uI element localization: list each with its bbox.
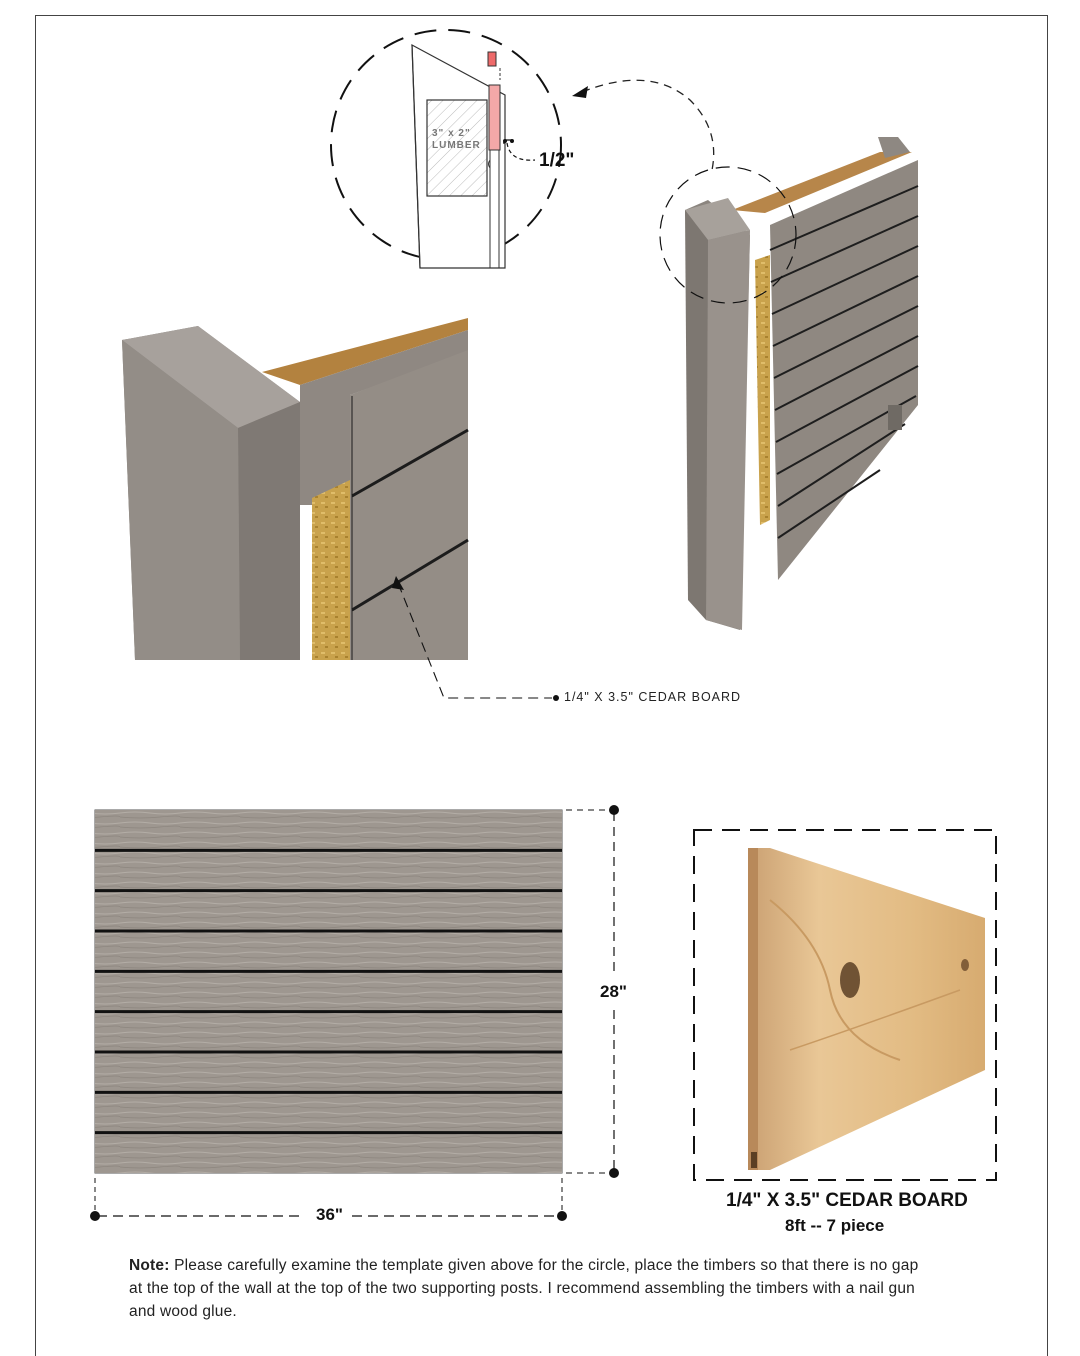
flat-panel [95, 810, 562, 1173]
board-title: 1/4" X 3.5" CEDAR BOARD [726, 1190, 968, 1211]
note-body: Please carefully examine the template given above for the circle, place the timbers so that there is no gap at the top of the wall at the top of the two supporting posts. I recommend assembling the timbers with a nail gun and wood glue. [129, 1257, 919, 1320]
panel-board [95, 850, 562, 890]
assembly-perspective [660, 137, 918, 630]
panel-board [95, 1133, 562, 1173]
note-text [129, 1254, 929, 1323]
panel-board [95, 931, 562, 971]
panel-board [95, 891, 562, 931]
panel-board [95, 1012, 562, 1052]
note-prefix: Note: [129, 1257, 170, 1274]
closeup-view [122, 318, 468, 660]
board-quantity: 8ft -- 7 piece [785, 1216, 885, 1235]
width-label: 36" [316, 1205, 343, 1224]
panel-board [95, 810, 562, 850]
panel-board [95, 971, 562, 1011]
callout-label: 1/4" X 3.5" CEDAR BOARD [564, 690, 742, 704]
gap-highlight [489, 85, 500, 150]
detail-connector [582, 80, 714, 170]
arrow-head-icon [572, 86, 588, 98]
lumber-label: 3" x 2" LUMBER [432, 128, 481, 151]
height-label: 28" [600, 982, 627, 1001]
cedar-board-illustration [694, 830, 996, 1180]
callout-dot [553, 695, 559, 701]
panel-board [95, 1052, 562, 1092]
panel-board [95, 1092, 562, 1132]
gap-dimension-label: 1/2" [539, 150, 575, 171]
